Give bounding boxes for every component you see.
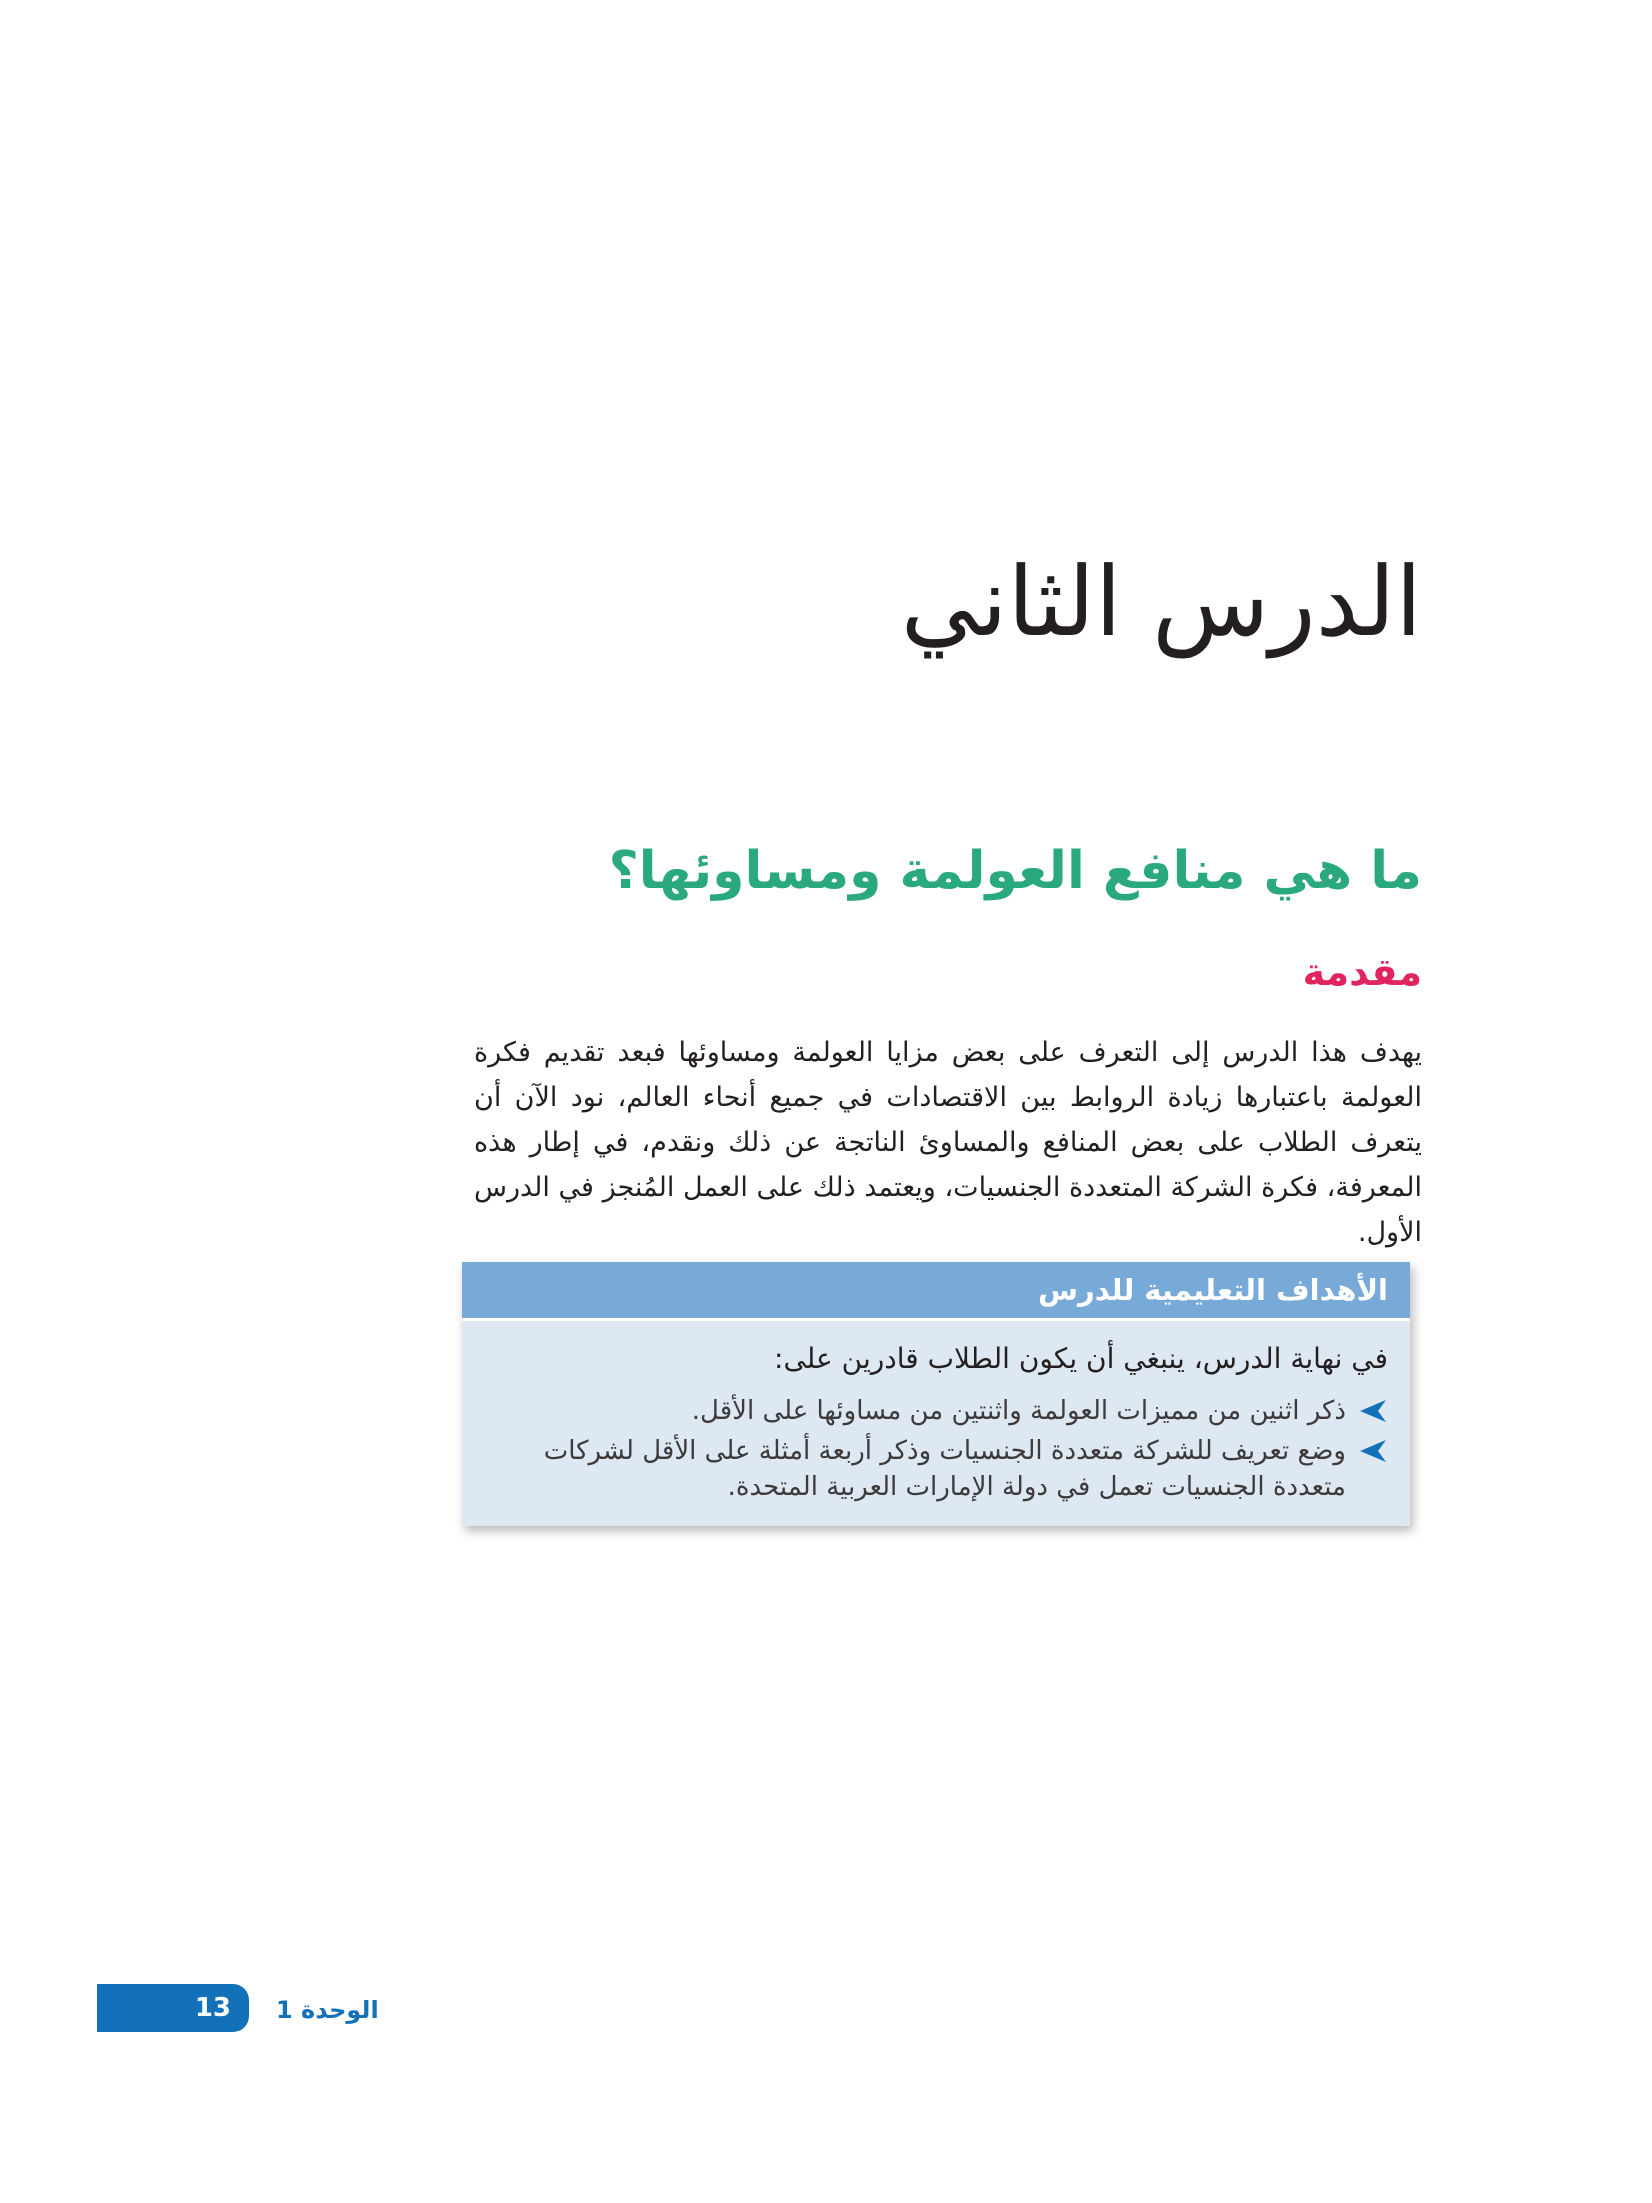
objectives-header: الأهداف التعليمية للدرس <box>462 1262 1410 1321</box>
objective-text: ذكر اثنين من مميزات العولمة واثنتين من مساوئها على الأقل. <box>691 1396 1346 1426</box>
page-number: 13 <box>194 1993 231 2023</box>
learning-objectives-box <box>462 1262 1410 1526</box>
arrowhead-icon <box>1358 1393 1388 1429</box>
unit-label: الوحدة 1 <box>276 1996 379 2024</box>
main-question-heading: ما هي منافع العولمة ومساوئها؟ <box>608 841 1422 901</box>
objective-text: وضع تعريف للشركة متعددة الجنسيات وذكر أربعة أمثلة على الأقل لشركات متعددة الجنسيات تعمل في دولة الإمارات العربية المتحدة. <box>543 1436 1346 1502</box>
objective-item <box>498 1433 1388 1505</box>
objective-item <box>498 1393 1388 1429</box>
objectives-intro: في نهاية الدرس، ينبغي أن يكون الطلاب قادرين على: <box>774 1342 1388 1375</box>
intro-heading: مقدمة <box>1302 950 1422 994</box>
intro-paragraph: يهدف هذا الدرس إلى التعرف على بعض مزايا العولمة ومساوئها فبعد تقديم فكرة العولمة باعتبارها زيادة الروابط بين الاقتصادات في جميع أنحاء العالم، نود الآن أن يتعرف الطلاب على بعض المنافع والمساوئ الناتجة عن ذلك ونقدم، في إطار هذه المعرفة، فكرة الشركة المتعددة الجنسيات، ويعتمد ذلك على العمل المُنجز في الدرس الأول. <box>474 1037 1422 1248</box>
objectives-list <box>462 1393 1410 1505</box>
arrowhead-icon <box>1358 1433 1388 1469</box>
lesson-title: الدرس الثاني <box>900 546 1422 658</box>
page-number-tab <box>97 1984 249 2032</box>
